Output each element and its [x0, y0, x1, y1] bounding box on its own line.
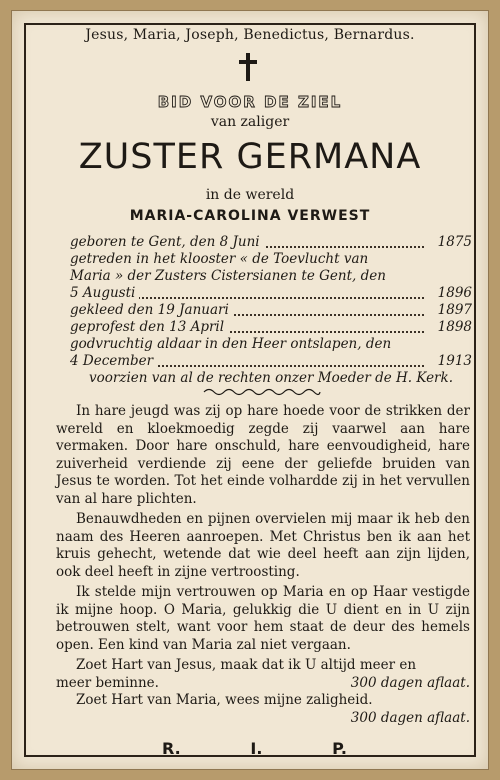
event-sacraments: voorzien van al de rechten onzer Moeder de H. Kerk. [89, 370, 453, 386]
heading-bid-voor-de-ziel: BID VOOR DE ZIEL [157, 93, 343, 111]
memorial-card [11, 10, 489, 770]
rip-p: P. [332, 739, 347, 758]
rip-r: R. [162, 739, 181, 758]
religious-name: ZUSTER GERMANA [78, 137, 422, 177]
rip [162, 739, 347, 758]
in-de-wereld: in de wereld [205, 187, 295, 203]
van-zaliger: van zaliger [210, 114, 290, 130]
paragraph: Benauwdheden en pijnen overvielen mij maar ik heb den naam des Heeren aanroepen. Met Christus ben ik aan het kruis gehecht, wetende dat wie deel heeft aan zijn lijden, ook deel heeft in zijne vertroosting. [56, 511, 470, 580]
prayer-sacred-heart-jesus: Zoet Hart van Jesus, maak dat ik U altijd meer en meer beminne. 300 dagen aflaat. [56, 657, 470, 691]
event-year: 1896 [437, 285, 472, 301]
event-year: 1897 [437, 302, 472, 318]
event-born: geboren te Gent, den 8 Juni 1875 [70, 234, 472, 250]
card-text [56, 403, 470, 727]
cross-icon [237, 53, 259, 81]
indulgence: 300 dagen aflaat. [350, 709, 470, 726]
event-professed: geprofest den 13 April 1898 [70, 319, 472, 335]
event-entered-convent: getreden in het klooster « de Toevlucht van Maria » der Zusters Cistersianen te Gent, den 5 Augusti 1896 [70, 251, 472, 301]
indulgence: 300 dagen aflaat. [350, 674, 470, 691]
life-events [70, 234, 472, 387]
ornamental-divider [202, 387, 322, 397]
event-year: 1875 [437, 234, 472, 250]
rip-i: I. [250, 739, 263, 758]
event-clothed: gekleed den 19 Januari 1897 [70, 302, 472, 318]
event-died: godvruchtig aldaar in den Heer ontslapen, den 4 December 1913 [70, 336, 472, 369]
paragraph: Ik stelde mijn vertrouwen op Maria en op Haar vestigde ik mijne hoop. O Maria, gelukkig die U dient en in U zijn betrouwen stelt, want voor hem staat de deur des hemels open. Een kind van Maria zal niet vergaan. [56, 584, 470, 653]
prayer-heart-maria: Zoet Hart van Maria, wees mijne zaligheid. 300 dagen aflaat. [76, 692, 470, 726]
paragraph: In hare jeugd was zij op hare hoede voor de strikken der wereld en kloekmoedig zegde zij vaarwel aan hare vermaken. Door hare onschuld, hare eenvoudigheid, hare zuiverheid verdiende zij eene der geliefde bruiden van Jesus te worden. Tot het einde volhardde zij in het vervullen van al hare plichten. [56, 403, 470, 507]
event-year: 1898 [437, 319, 472, 335]
invocation: Jesus, Maria, Joseph, Benedictus, Bernardus. [85, 27, 415, 43]
civil-name: MARIA-CAROLINA VERWEST [129, 208, 371, 224]
event-year: 1913 [437, 353, 472, 369]
